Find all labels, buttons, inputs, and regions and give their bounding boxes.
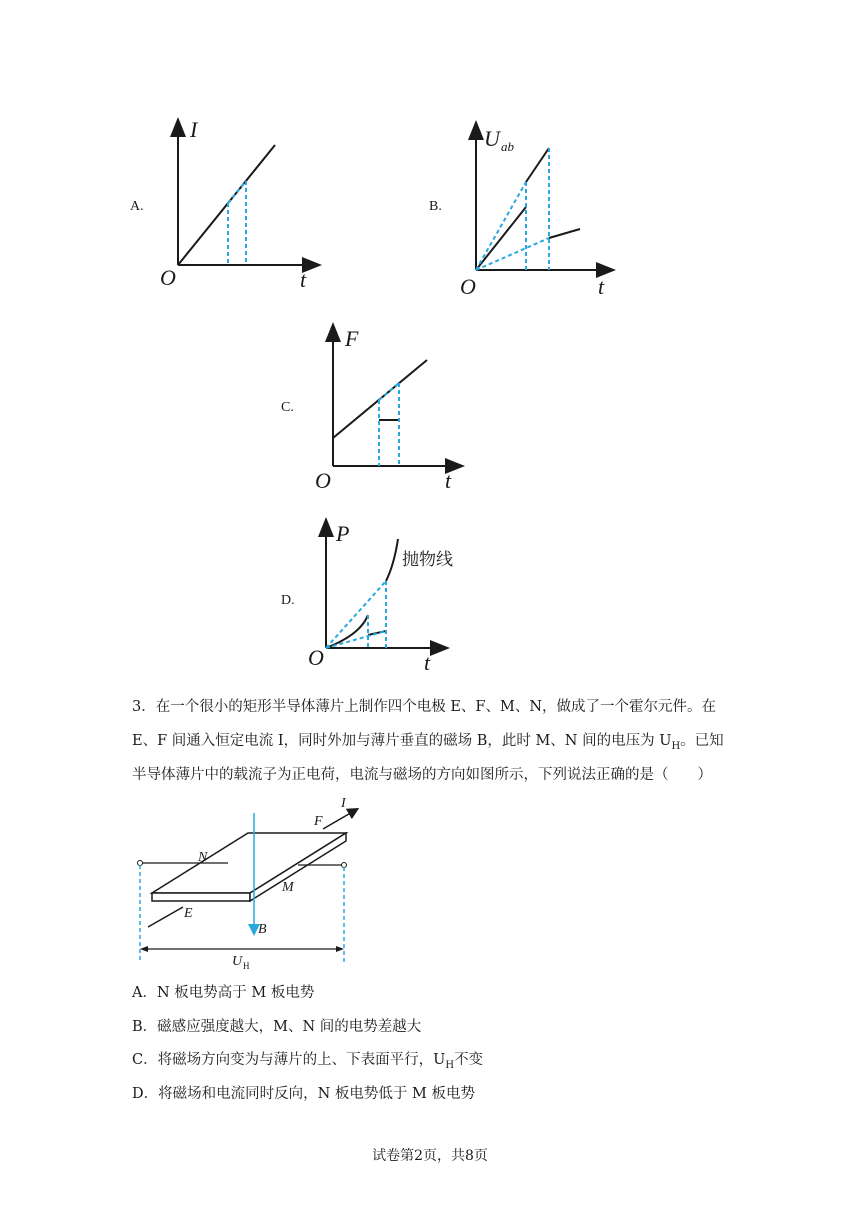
answer-c: C．将磁场方向变为与薄片的上、下表面平行，$U_H$不变 bbox=[132, 1052, 484, 1071]
x-axis-label: t bbox=[300, 267, 307, 292]
y-axis-label: F bbox=[345, 326, 359, 351]
label-uh-sub: H bbox=[243, 961, 250, 971]
graph-b bbox=[450, 118, 630, 303]
label-m: M bbox=[282, 880, 294, 895]
data-line bbox=[178, 145, 275, 265]
x-axis-label: t bbox=[598, 274, 605, 299]
graph-a bbox=[150, 115, 330, 295]
y-axis-label: I bbox=[190, 117, 198, 142]
parabola-note: 抛物线 bbox=[402, 550, 453, 570]
label-i: I bbox=[341, 796, 346, 811]
data-line-3 bbox=[549, 229, 580, 238]
option-a-label: A. bbox=[130, 199, 144, 214]
y-axis-sub: ab bbox=[501, 139, 514, 154]
label-n: N bbox=[198, 850, 208, 865]
x-axis-label: t bbox=[424, 650, 431, 675]
label-f: F bbox=[314, 814, 323, 829]
origin-label: O bbox=[308, 645, 324, 670]
data-line-1 bbox=[476, 207, 526, 270]
question-3-line-1: 3．在一个很小的矩形半导体薄片上制作四个电极 E、F、M、N，做成了一个霍尔元件。在 bbox=[132, 699, 717, 715]
terminal-n bbox=[138, 861, 143, 866]
origin-label: O bbox=[160, 265, 176, 290]
option-b-label: B. bbox=[429, 199, 442, 214]
answer-d: D．将磁场和电流同时反向，N 板电势低于 M 板电势 bbox=[132, 1086, 475, 1102]
data-line-2 bbox=[526, 148, 549, 182]
hall-element-diagram bbox=[128, 795, 358, 970]
question-3-line-2: E、F 间通入恒定电流 I，同时外加与薄片垂直的磁场 B，此时 M、N 间的电压为 $U_H$。已知 bbox=[132, 733, 724, 752]
graph-d bbox=[300, 515, 490, 675]
page-footer: 试卷第2页，共8页 bbox=[372, 1148, 488, 1164]
y-axis-label: U bbox=[484, 126, 500, 151]
question-3-line-3: 半导体薄片中的载流子为正电荷，电流与磁场的方向如图所示，下列说法正确的是（ ） bbox=[132, 767, 712, 783]
graph-c bbox=[305, 320, 485, 500]
answer-a: A．N 板电势高于 M 板电势 bbox=[132, 985, 315, 1001]
answer-b: B．磁感应强度越大，M、N 间的电势差越大 bbox=[132, 1019, 422, 1035]
origin-label: O bbox=[460, 274, 476, 299]
y-axis-label: P bbox=[336, 521, 350, 546]
label-uh: U bbox=[232, 954, 243, 969]
x-axis-label: t bbox=[445, 468, 452, 493]
terminal-m bbox=[342, 863, 347, 868]
label-e: E bbox=[184, 906, 193, 921]
label-b: B bbox=[258, 922, 267, 937]
option-d-label: D. bbox=[281, 593, 295, 608]
parabola-curve bbox=[326, 539, 398, 648]
option-c-label: C. bbox=[281, 400, 294, 415]
origin-label: O bbox=[315, 468, 331, 493]
